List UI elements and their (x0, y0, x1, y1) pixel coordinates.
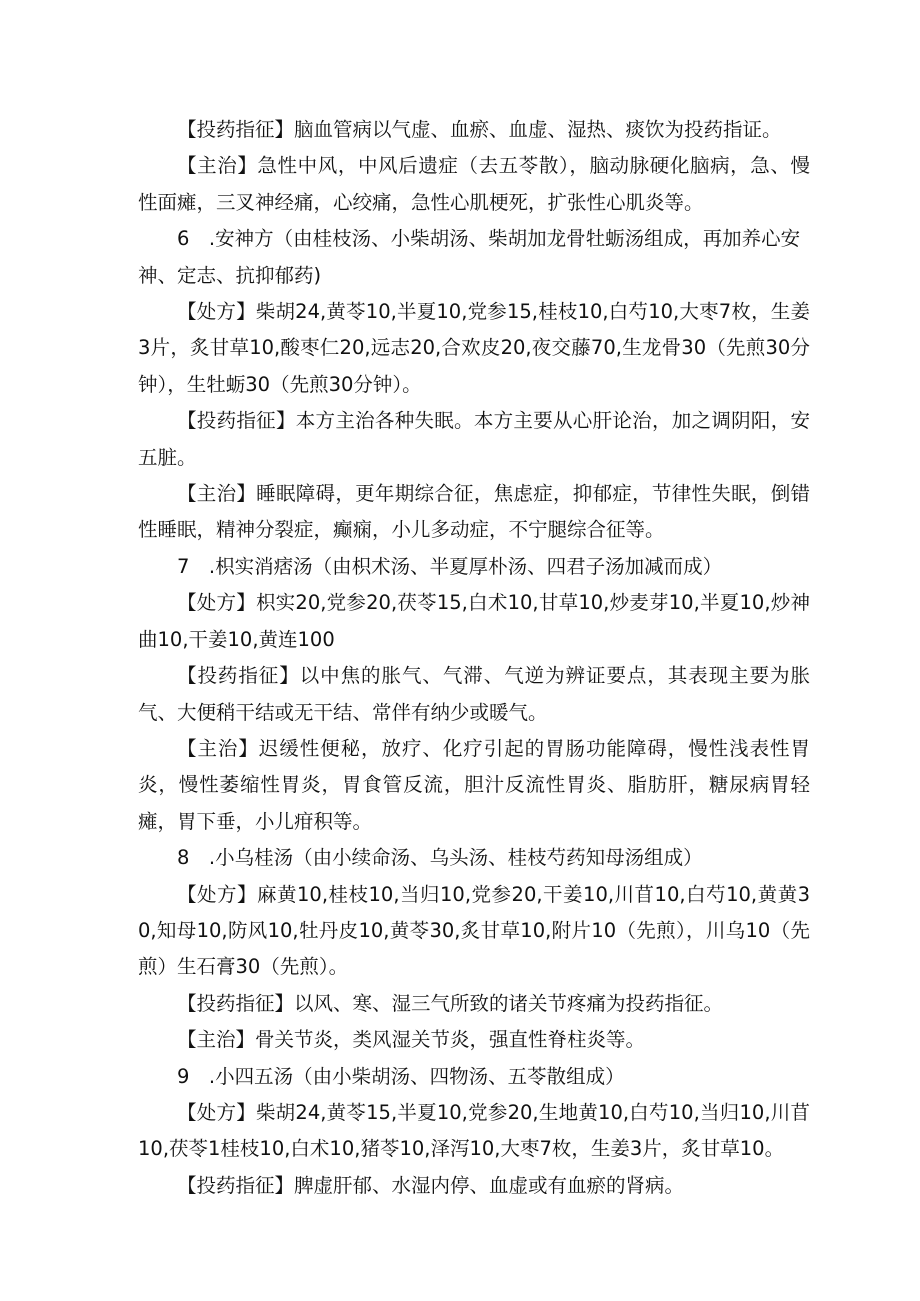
indication-paragraph: 【投药指征】本方主治各种失眠。本方主要从心肝论治，加之调阴阳，安五脏。 (138, 409, 810, 469)
treatment-paragraph: 【主治】迟缓性便秘，放疗、化疗引起的胃肠功能障碍，慢性浅表性胃炎，慢性萎缩性胃炎，胃食管反流，胆汁反流性胃炎、脂肪肝，糖尿病胃轻瘫，胃下垂，小儿疳积等。 (138, 736, 810, 833)
prescription-paragraph: 【处方】柴胡24,黄苓10,半夏10,党参15,桂枝10,白芍10,大枣7枚，生姜3片，炙甘草10,酸枣仁20,远志20,合欢皮20,夜交藤70,生龙骨30（先煎30分钟），生牡蛎30（先煎30分钟）。 (138, 300, 810, 396)
indication-paragraph: 【投药指征】脾虚肝郁、水湿内停、血虚或有血瘀的肾病。 (177, 1173, 685, 1197)
prescription-paragraph: 【处方】麻黄10,桂枝10,当归10,党参20,干姜10,川苜10,白芍10,黄黄30,知母10,防风10,牡丹皮10,黄苓30,炙甘草10,附片10（先煎），川乌10（先煎）生石膏30（先煎）。 (138, 882, 810, 979)
section-heading-7: 7 .枳实消痞汤（由枳术汤、半夏厚朴汤、四君子汤加减而成） (177, 554, 723, 578)
section-heading-8: 8 .小乌桂汤（由小续命汤、乌头汤、桂枝芍药知母汤组成） (177, 846, 703, 870)
section-heading-6: 6 .安神方（由桂枝汤、小柴胡汤、柴胡加龙骨牡蛎汤组成，再加养心安神、定志、抗抑郁药) (138, 227, 801, 287)
treatment-paragraph: 【主治】睡眠障碍，更年期综合征，焦虑症，抑郁症，节律性失眠，倒错性睡眠，精神分裂症，癫痫，小儿多动症，不宁腿综合征等。 (138, 482, 810, 542)
document-body (138, 112, 810, 1204)
indication-paragraph: 【投药指征】脑血管病以气虚、血瘀、血虚、湿热、痰饮为投药指证。 (177, 118, 782, 141)
section-heading-9: 9 .小四五汤（由小柴胡汤、四物汤、五苓散组成） (177, 1064, 625, 1088)
treatment-paragraph: 【主治】骨关节炎，类风湿关节炎，强直性脊柱炎等。 (177, 1028, 646, 1052)
prescription-paragraph: 【处方】枳实20,党参20,茯苓15,白术10,甘草10,炒麦芽10,半夏10,炒神曲10,干姜10,黄连100 (138, 591, 810, 651)
prescription-paragraph: 【处方】柴胡24,黄苓15,半夏10,党参20,生地黄10,白芍10,当归10,川苜10,茯苓1桂枝10,白术10,猪苓10,泽泻10,大枣7枚，生姜3片，炙甘草10。 (138, 1100, 810, 1161)
indication-paragraph: 【投药指征】以风、寒、湿三气所致的诸关节疼痛为投药指征。 (177, 991, 724, 1015)
treatment-paragraph: 【主治】急性中风，中风后遗症（去五苓散），脑动脉硬化脑病，急、慢性面瘫，三叉神经痛，心绞痛，急性心肌梗死，扩张性心肌炎等。 (138, 154, 810, 214)
indication-paragraph: 【投药指征】以中焦的胀气、气滞、气逆为辨证要点，其表现主要为胀气、大便稍干结或无干结、常伴有纳少或暖气。 (138, 664, 810, 724)
